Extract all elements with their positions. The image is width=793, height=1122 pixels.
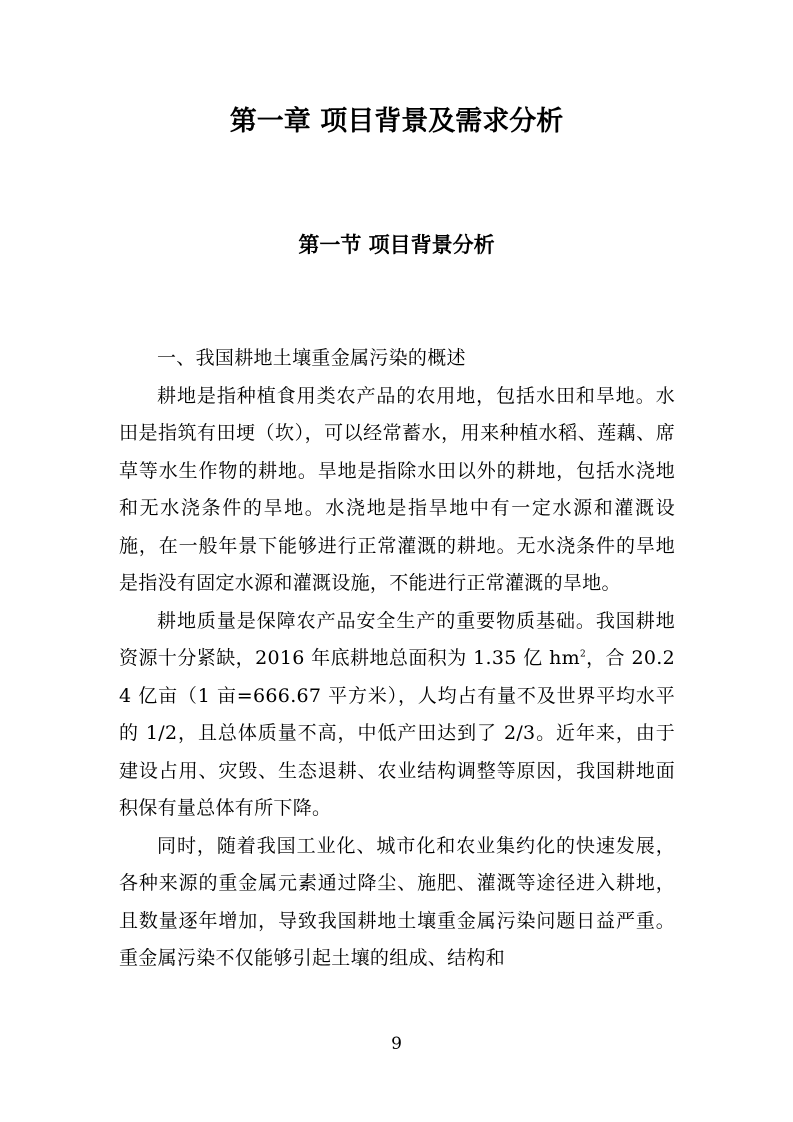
page-number: 9 xyxy=(391,1034,402,1054)
chapter-title: 第一章 项目背景及需求分析 xyxy=(229,106,564,137)
section-title: 第一节 项目背景分析 xyxy=(298,233,495,257)
subsection-heading: 一、我国耕地土壤重金属污染的概述 xyxy=(157,347,466,369)
body-text xyxy=(119,340,675,978)
paragraph-farmland-quality xyxy=(119,603,675,828)
paragraph-farmland-definition: 耕地是指种植食用类农产品的农用地，包括水田和旱地。水田是指筑有田埂（坎），可以经常蓄水，用来种植水稻、莲藕、席草等水生作物的耕地。旱地是指除水田以外的耕地，包括水浇地和无水浇条件的旱地。水浇地是指旱地中有一定水源和灌溉设施，在一般年景下能够进行正常灌溉的耕地。无水浇条件的旱地是指没有固定水源和灌溉设施，不能进行正常灌溉的旱地。 xyxy=(119,384,675,594)
paragraph-text: 耕地质量是保障农产品安全生产的重要物质基础。我国耕地资源十分紧缺，2016 年底耕地总面积为 1.35 亿 hm xyxy=(119,609,675,669)
superscript: 2 xyxy=(579,649,586,660)
paragraph-heavy-metal-pollution: 同时，随着我国工业化、城市化和农业集约化的快速发展，各种来源的重金属元素通过降尘、施肥、灌溉等途径进入耕地，且数量逐年增加，导致我国耕地土壤重金属污染问题日益严重。重金属污染不仅能够引起土壤的组成、结构和 xyxy=(119,834,675,969)
paragraph-text: ，合 20.24 亿亩（1 亩=666.67 平方米），人均占有量不及世界平均水平的 1/2，且总体质量不高，中低产田达到了 2/3。近年来，由于建设占用、灾毁、生态退耕、农业结构调整等原因，我国耕地面积保有量总体有所下降。 xyxy=(119,647,675,819)
